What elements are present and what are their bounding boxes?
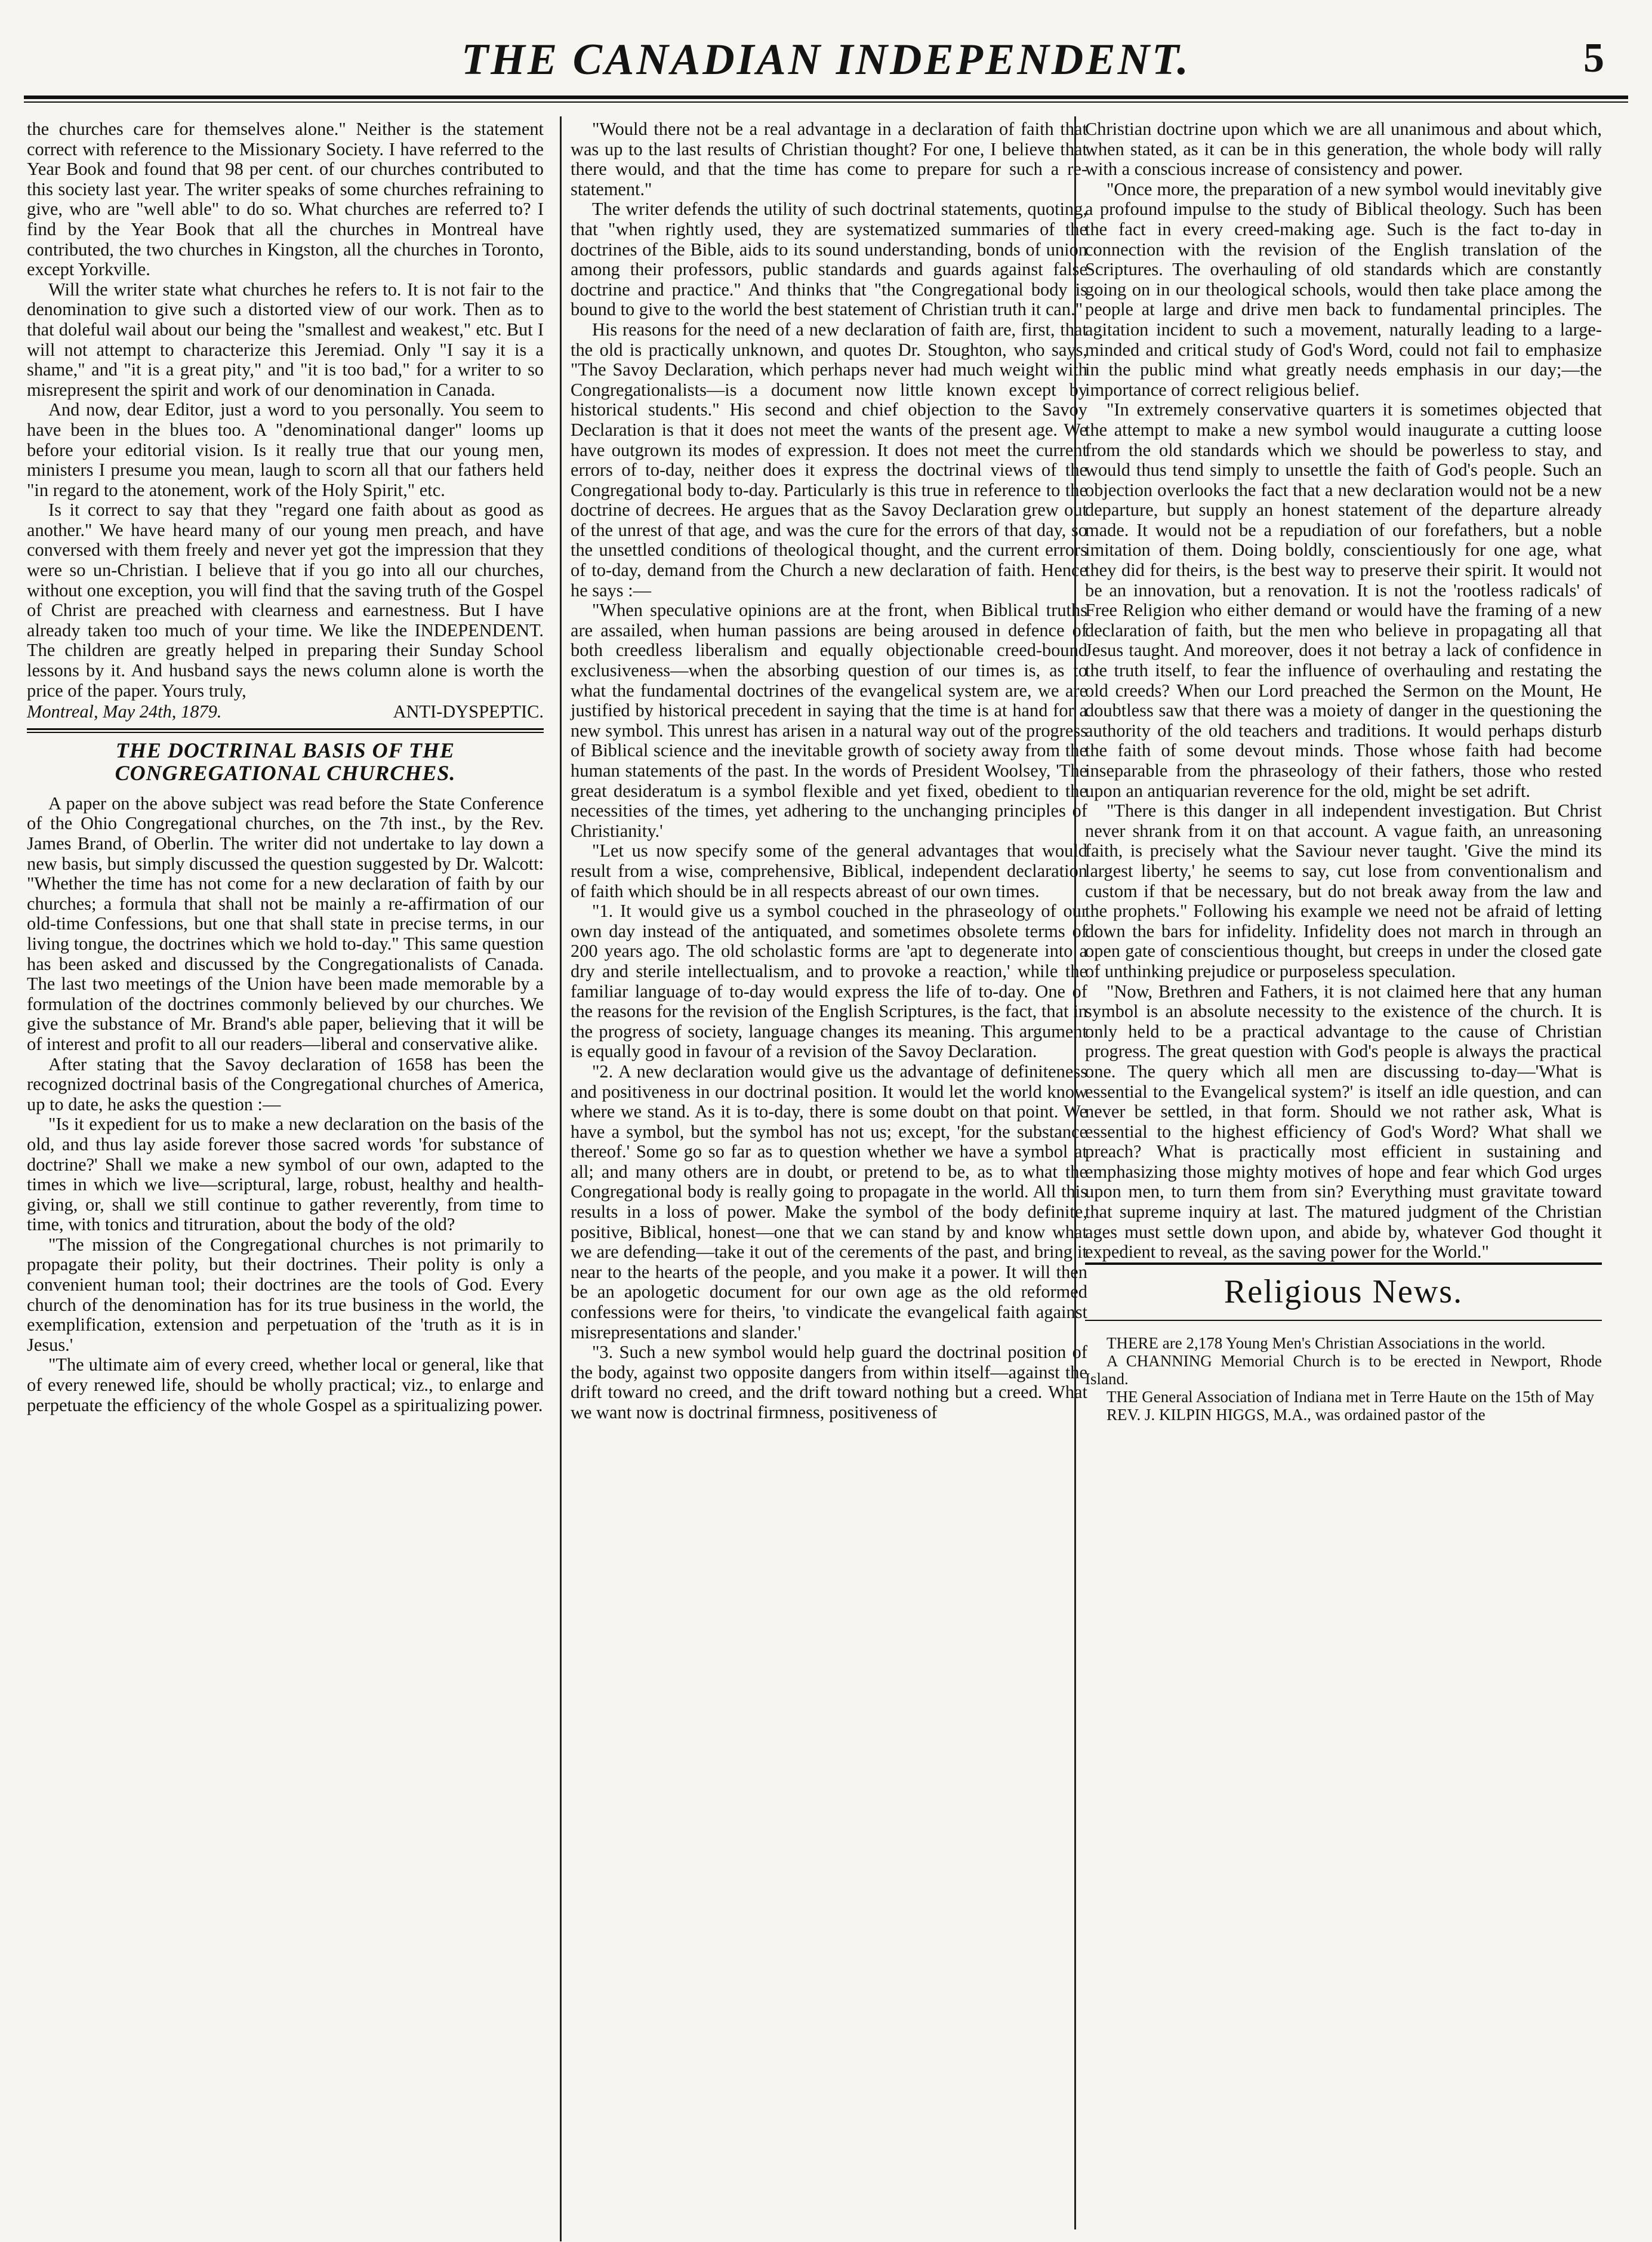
paragraph: A paper on the above subject was read before the State Conference of the Ohio Congregational churches, on the 7th inst., by the Rev. James Brand, of Oberlin. The writer did not undertake to lay down a new basis, but simply discussed the question suggested by Dr. Walcott: "Whether the time has not come for a new declaration of faith by our churches; a formula that shall not be mainly a re-affirmation of our old-time Confessions, but one that shall state in precise terms, in our living tongue, the doctrines which we hold to-day." This same question has been asked and discussed by the Congregationalists of Canada. The last two meetings of the Union have been made memorable by a formulation of the doctrines commonly believed by our churches. We give the substance of Mr. Brand's able paper, believing that it will be of interest and profit to all our readers—liberal and conservative alike. <box>27 793 544 1054</box>
paragraph: After stating that the Savoy declaration of 1658 has been the recognized doctrinal basis of the Congregational churches of America, up to date, he asks the question :— <box>27 1054 544 1114</box>
paragraph: "Once more, the preparation of a new symbol would inevitably give a profound impulse to the study of Biblical theology. Such has been the fact in every creed-making age. Such is the fact to-day in connection with the revision of the English translation of the Scriptures. The overhauling of old standards which are constantly going on in our theological schools, would then take place among the people at large and drive men back to fundamental principles. The agitation incident to such a movement, naturally leading to a large-minded and critical study of God's Word, could not fail to emphasize in the public mind what greatly needs emphasis in our day;—the importance of correct religious belief. <box>1085 178 1602 400</box>
paragraph: His reasons for the need of a new declaration of faith are, first, that the old is practically unknown, and quotes Dr. Stoughton, who says, "The Savoy Declaration, which perhaps never had much weight with Congregationalists—is a document now little known except by historical students." His second and chief objection to the Savoy Declaration is that it does not meet the wants of the present age. We have outgrown its modes of expression. It does not meet the current errors of to-day, neither does it express the doctrinal views of the Congregational body to-day. Particularly is this true in reference to the doctrine of decrees. He argues that as the Savoy Declaration grew out of the unrest of that age, and was the cure for the errors of that day, so the unsettled conditions of theological thought, and the current errors of to-day, demand from the Church a new declaration of faith. Hence he says :— <box>571 319 1087 600</box>
paragraph: "The mission of the Congregational churches is not primarily to propagate their polity, but their doctrines. Their polity is only a convenient human tool; their doctrines are the tools of God. Every church of the denomination has for its true business in the world, the exemplification, extension and perpetuation of the 'truth as it is in Jesus.' <box>27 1234 544 1355</box>
religious-news-heading: Religious News. <box>1223 1273 1463 1310</box>
paragraph: "1. It would give us a symbol couched in the phraseology of our own day instead of the antiquated, and sometimes obsolete terms of 200 years ago. The old scholastic forms are 'apt to degenerate into a dry and sterile intellectualism, and to provoke a reaction,' while the familiar language of to-day would express the life of to-day. One of the reasons for the revision of the English Scriptures, is the fact, that in the progress of society, language changes its meaning. This argument is equally good in favour of a revision of the Savoy Declaration. <box>571 901 1087 1062</box>
paragraph: "3. Such a new symbol would help guard the doctrinal position of the body, against two opposite dangers from within itself—against the drift toward no creed, and the drift toward nothing but a creed. What we want now is doctrinal firmness, positiveness of <box>571 1342 1087 1422</box>
masthead <box>24 35 1628 100</box>
signoff-name: ANTI-DYSPEPTIC. <box>393 701 544 722</box>
news-item: THE General Association of Indiana met in Terre Haute on the 15th of May <box>1107 1387 1595 1406</box>
newspaper-title: THE CANADIAN INDEPENDENT. <box>461 35 1191 84</box>
paragraph: The writer defends the utility of such doctrinal statements, quoting, that "when rightly used, they are systematized summaries of the doctrines of the Bible, aids to its sound understanding, bonds of union among their professors, public standards and guards against false doctrine and practice." And thinks that "the Congregational body is bound to give to the world the best statement of Christian truth it can." <box>571 199 1087 320</box>
news-item: REV. J. KILPIN HIGGS, M.A., was ordained pastor of the <box>1107 1405 1485 1424</box>
column-2 <box>571 119 1087 1423</box>
letter-signoff <box>27 702 544 722</box>
paragraph: Will the writer state what churches he refers to. It is not fair to the denomination to give such a distorted view of our work. Then as to that doleful wail about our being the "smallest and weakest," etc. But I will not attempt to characterize this Jeremiad. Only "I say it is a shame," and "it is a great pity," and "it is too bad," for a writer to so misrepresent the spirit and work of our denomination in Canada. <box>27 279 544 400</box>
column-1 <box>27 119 544 1415</box>
paragraph: "Now, Brethren and Fathers, it is not claimed here that any human symbol is an absolute necessity to the existence of the church. It is only held to be a practical advantage to the cause of Christian progress. The great question with God's people is always the practical one. The query which all men are discussing to-day—'What is essential to the Evangelical system?' is itself an idle question, and can never be settled, in that form. Should we not rather ask, What is essential to the highest efficiency of God's Word? What shall we preach? What is practically most efficient in sustaining and emphasizing those mighty motives of hope and fear which God urges upon men, to turn them from sin? Everything must gravitate toward that supreme inquiry at last. The matured judgment of the Christian ages must settle down upon, and abide by, whatever God thought it expedient to reveal, as the saving power for the World." <box>1085 981 1602 1262</box>
paragraph: And now, dear Editor, just a word to you personally. You seem to have been in the blues too. A "denominational danger" looms up before your editorial vision. Is it really true that our young men, ministers I presume you mean, laugh to scorn all that our fathers held "in regard to the atonement, work of the Holy Spirit," etc. <box>27 399 544 500</box>
masthead-rule <box>24 96 1628 103</box>
religious-news-list <box>1085 1334 1602 1424</box>
paragraph: the churches care for themselves alone." Neither is the statement correct with reference to the Missionary Society. I have referred to the Year Book and found that 98 per cent. of our churches contributed to this society last year. The writer speaks of some churches refraining to give, who are "well able" to do so. What churches are referred to? I find by the Year Book that all the churches in Montreal have contributed, the two churches in Kingston, all the churches in Toronto, except Yorkville. <box>27 119 544 280</box>
news-item: A CHANNING Memorial Church is to be erected in Newport, Rhode Island. <box>1085 1351 1602 1388</box>
paragraph: "The ultimate aim of every creed, whether local or general, like that of every renewed life, should be wholly practical; viz., to enlarge and perpetuate the efficiency of the whole Gospel as a spiritualizing power. <box>27 1354 544 1415</box>
signoff-place-date: Montreal, May 24th, 1879. <box>27 701 222 722</box>
paragraph: "There is this danger in all independent investigation. But Christ never shrank from it on that account. A vague faith, an unreasoning faith, is precisely what the Saviour never taught. 'Give the mind its largest liberty,' he seems to say, cut lose from conventionalism and custom if that be necessary, but do not break away from the law and the prophets." Following his example we need not be afraid of letting down the bars for infidelity. Infidelity does not march in through an open gate of conscientious thought, but creeps in under the closed gate of unthinking prejudice or purposeless speculation. <box>1085 800 1602 981</box>
paragraph: "2. A new declaration would give us the advantage of definiteness and positiveness in our doctrinal position. It would let the world know where we stand. As it is to-day, there is some doubt on that point. We have a symbol, but the symbol has not us; except, 'for the substance thereof.' Some go so far as to question whether we have a symbol at all; and many others are in doubt, or pretend to be, as to what the Congregational body is really going to propagate in the world. All this results in a loss of power. Make the symbol of the body definite, positive, Biblical, honest—one that we can stand by and know what we are defending—take it out of the cerements of the past, and bring it near to the hearts of the people, and you make it a power. It will then be an apologetic document for our own age as the old reformed confessions were for theirs, 'to vindicate the evangelical faith against misrepresentations and slander.' <box>571 1061 1087 1342</box>
paragraph: "Is it expedient for us to make a new declaration on the basis of the old, and thus lay aside forever those sacred words 'for substance of doctrine?' Shall we make a new symbol of our own, adapted to the times in which we live—scriptural, large, robust, healthy and health-giving, or, shall we still continue to gather reverently, from time to time, with tonics and titruration, about the body of the old? <box>27 1114 544 1235</box>
column-3 <box>1085 119 1602 1424</box>
article-headline: THE DOCTRINAL BASIS OF THE CONGREGATIONAL CHURCHES. <box>115 738 456 785</box>
paragraph: Christian doctrine upon which we are all unanimous and about which, when stated, as it can be in this generation, the whole body will rally with a conscious increase of consistency and power. <box>1085 119 1602 180</box>
paragraph: Is it correct to say that they "regard one faith about as good as another." We have heard many of our young men preach, and have conversed with them freely and never yet got the impression that they were so un-Christian. I believe that if you go into all our churches, without one exception, you will find that the saving truth of the Gospel of Christ are preached with clearness and earnestness. But I have already taken too much of your time. We like the INDEPENDENT. The children are greatly helped in preparing their Sunday School lessons by it. And husband says the news column alone is worth the price of the paper. Yours truly, <box>27 500 544 701</box>
page-number: 5 <box>1583 35 1604 81</box>
article-separator <box>27 728 544 733</box>
column-divider <box>560 116 562 2241</box>
paragraph: "In extremely conservative quarters it is sometimes objected that the attempt to make a new symbol would inaugurate a cutting loose from the old standards which we should be powerless to stay, and would thus tend simply to unsettle the faith of God's people. Such an objection overlooks the fact that a new declaration would not be a new departure, but supply an honest statement of the departure already made. It would not be a repudiation of our forefathers, but a noble imitation of them. Doing boldly, conscientiously for one age, what they did for theirs, is the best way to preserve their spirit. It would not be an innovation, but a renovation. It is not the 'rootless radicals' of Free Religion who either demand or would have the framing of a new declaration of faith, but the men who believe in propagating all that Jesus taught. And moreover, does it not betray a lack of confidence in the truth itself, to fear the influence of overhauling and restating the old creeds? When our Lord preached the Sermon on the Mount, He doubtless saw that there was a moiety of danger in the questioning the authority of the old teachers and traditions. It would perhaps disturb the faith of some devout minds. Those whose faith had become inseparable from the phraseology of their fathers, those who rested upon an antiquarian reverence for the old, might be set adrift. <box>1085 399 1602 801</box>
paragraph: "Would there not be a real advantage in a declaration of faith that was up to the last results of Christian thought? For one, I believe that there would, and that the time has come to prepare for such a re-statement." <box>571 119 1087 199</box>
news-item: THERE are 2,178 Young Men's Christian Associations in the world. <box>1107 1334 1546 1352</box>
religious-news-banner <box>1085 1262 1602 1321</box>
paragraph: "Let us now specify some of the general advantages that would result from a wise, comprehensive, Biblical, independent declaration of faith which should be in all respects abreast of our own times. <box>571 840 1087 901</box>
paragraph: "When speculative opinions are at the front, when Biblical truths are assailed, when human passions are being aroused in defence of both creedless liberalism and equally objectionable creed-bound exclusiveness—when the absorbing question of our times is, as to what the fundamental doctrines of the evangelical system are, we are justified by historical precedent in saying that the time is at hand for a new symbol. This unrest has arisen in a natural way out of the progress of Biblical science and the inevitable growth of society away from the human statements of the past. In the words of President Woolsey, 'The great desideratum is a symbol flexible and yet fixed, obedient to the necessities of the times, yet adhering to the unchanging principles of Christianity.' <box>571 600 1087 841</box>
